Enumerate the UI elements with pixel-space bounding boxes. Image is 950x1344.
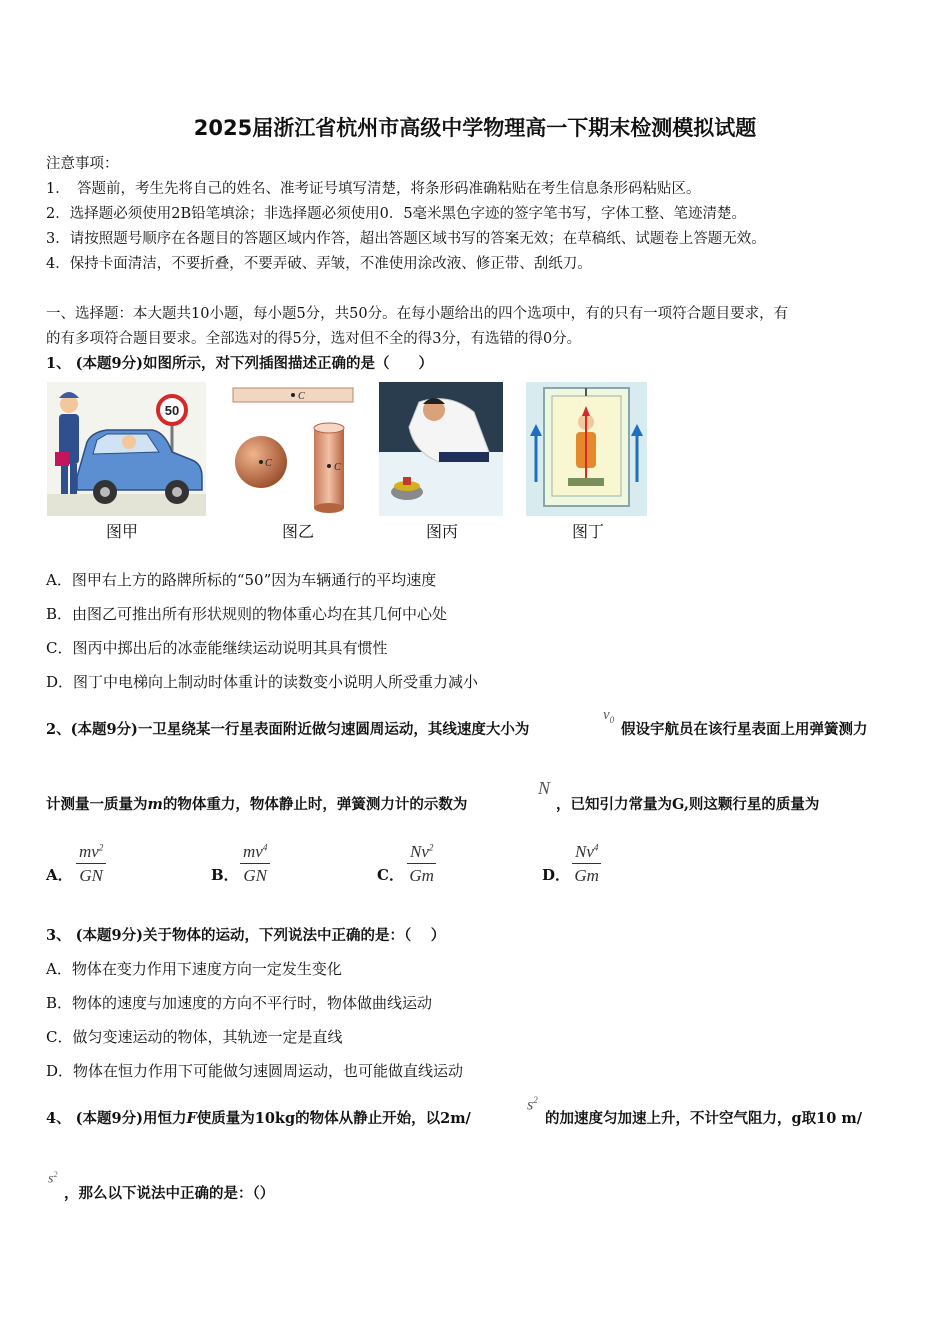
q2-option-c-label: C． xyxy=(377,866,404,884)
q2-line1b: 假设宇航员在该行星表面上用弹簧测力 xyxy=(621,721,868,738)
figure-yi xyxy=(228,382,358,516)
q2-option-a-formula: $\frac{mv^2}{GN}$ xyxy=(76,842,106,886)
q2-option-a-label: A． xyxy=(46,866,73,884)
q1-option-d: D．图丁中电梯向上制动时体重计的读数变小说明人所受重力减小 xyxy=(46,673,479,691)
section-intro-line2: 的有多项符合题目要求。全部选对的得5分，选对但不全的得3分，有选错的得0分。 xyxy=(46,331,582,347)
q3-option-a: A．物体在变力作用下速度方向一定发生变化 xyxy=(46,960,342,978)
notice-item-1: 1． 答题前，考生先将自己的姓名、准考证号填写清楚，将条形码准确粘贴在考生信息条形码粘贴区。 xyxy=(46,181,701,197)
q2-option-b-formula: $\frac{mv^4}{GN}$ xyxy=(240,842,270,886)
q3-option-c: C．做匀变速运动的物体，其轨迹一定是直线 xyxy=(46,1028,343,1046)
notice-heading: 注意事项： xyxy=(46,156,119,172)
figure-jia xyxy=(47,382,206,516)
q3-option-b: B．物体的速度与加速度的方向不平行时，物体做曲线运动 xyxy=(46,994,433,1012)
curling-illustration xyxy=(379,382,503,516)
q2-line1a: 2、(本题9分)一卫星绕某一行星表面附近做匀速圆周运动，其线速度大小为 xyxy=(46,721,530,738)
notice-item-2: 2．选择题必须使用2B铅笔填涂；非选择题必须使用0．5毫米黑色字迹的签字笔书写，字体工整、笔迹清楚。 xyxy=(46,206,747,222)
elevator-illustration xyxy=(526,382,647,516)
q2-line2: 计测量一质量为m的物体重力，物体静止时，弹簧测力计的示数为 xyxy=(46,796,468,813)
q4-line1a: 4、 (本题9分)用恒力F使质量为10kg的物体从静止开始，以2m/ xyxy=(46,1110,471,1127)
car-scene-illustration xyxy=(47,382,206,516)
speed-sign-text: 50 xyxy=(164,403,180,418)
figure-bing-caption: 图丙 xyxy=(426,522,459,541)
svg-text:C: C xyxy=(298,391,305,402)
q2-option-d-label: D． xyxy=(542,866,571,884)
page-title: 2025届浙江省杭州市高级中学物理高一下期末检测模拟试题 xyxy=(193,116,757,140)
q2-option-c-formula: $\frac{Nv^2}{Gm}$ xyxy=(407,842,436,886)
figure-bing xyxy=(379,382,503,516)
figure-ding xyxy=(526,382,647,516)
q4-s2-unit: $s^2$ xyxy=(527,1095,538,1114)
q1-stem: 1、 (本题9分)如图所示，对下列插图描述正确的是（ ） xyxy=(46,355,433,372)
q4-line1c: 的加速度匀加速上升，不计空气阻力，g取10 m/ xyxy=(545,1110,863,1127)
figure-jia-caption: 图甲 xyxy=(106,522,139,541)
q1-option-a: A．图甲右上方的路牌所标的“50”因为车辆通行的平均速度 xyxy=(46,571,437,589)
q2-option-b-label: B． xyxy=(211,866,239,884)
notice-item-4: 4．保持卡面清洁，不要折叠，不要弄破、弄皱，不准使用涂改液、修正带、刮纸刀。 xyxy=(46,256,592,272)
q3-stem: 3、 (本题9分)关于物体的运动，下列说法中正确的是：（ ） xyxy=(46,927,446,944)
svg-text:C: C xyxy=(334,462,341,473)
svg-text:C: C xyxy=(265,458,272,469)
section-intro-line1: 一、选择题：本大题共10小题，每小题5分，共50分。在每小题给出的四个选项中，有的只有一项符合题目要求，有 xyxy=(46,306,789,322)
q4-line2: ，那么以下说法中正确的是：（） xyxy=(64,1185,275,1202)
q1-option-b: B．由图乙可推出所有形状规则的物体重心均在其几何中心处 xyxy=(46,605,448,623)
q2-v0: $v_0$ xyxy=(603,707,615,725)
q2-line2c: ，已知引力常量为G,则这颗行星的质量为 xyxy=(556,796,820,813)
q2-option-d-formula: $\frac{Nv^4}{Gm}$ xyxy=(572,842,601,886)
geometric-bodies-illustration xyxy=(228,382,358,516)
q1-option-c: C．图丙中掷出后的冰壶能继续运动说明其具有惯性 xyxy=(46,639,388,657)
q4-s2-unit-2: $s^2$ xyxy=(48,1170,58,1187)
q2-N: N xyxy=(538,778,551,798)
q3-option-d: D．物体在恒力作用下可能做匀速圆周运动，也可能做直线运动 xyxy=(46,1062,464,1080)
figure-yi-caption: 图乙 xyxy=(282,522,315,541)
notice-item-3: 3．请按照题号顺序在各题目的答题区域内作答，超出答题区域书写的答案无效；在草稿纸、试题卷上答题无效。 xyxy=(46,231,766,247)
figure-ding-caption: 图丁 xyxy=(572,522,605,541)
